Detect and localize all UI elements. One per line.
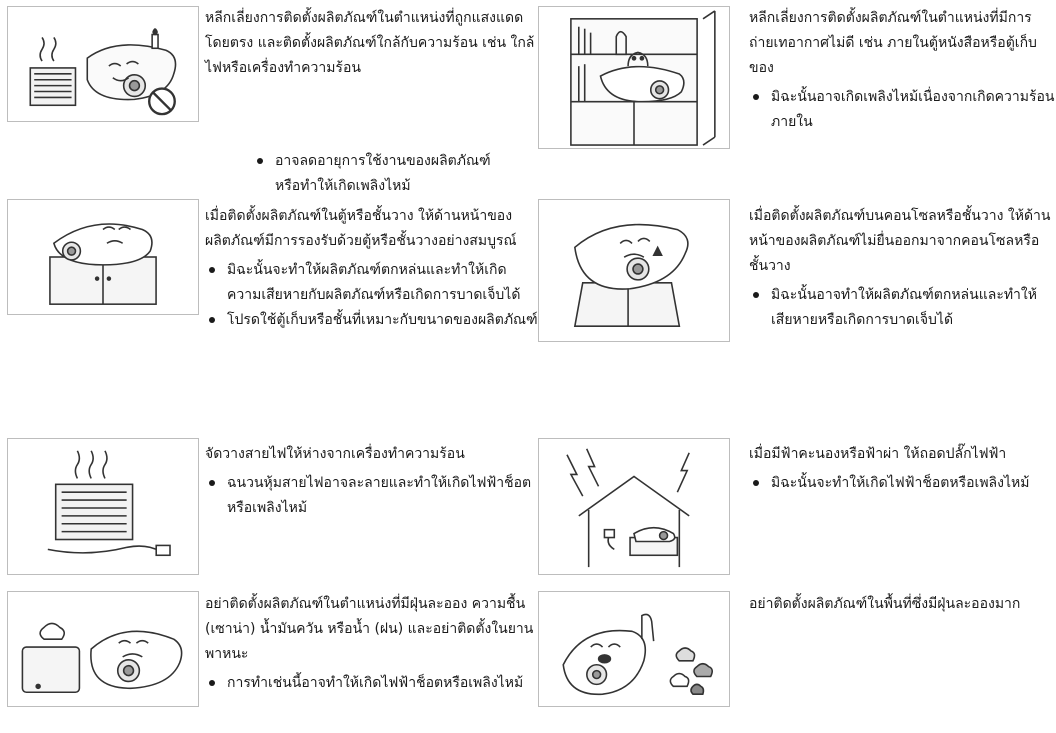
- list-item: การทำเช่นนี้อาจทำให้เกิดไฟฟ้าช็อตหรือเพลิงไหม้: [205, 671, 540, 696]
- list-item: โปรดใช้ตู้เก็บหรือชั้นที่เหมาะกับขนาดของผลิตภัณฑ์: [205, 308, 540, 333]
- cord-near-heater-icon: [7, 438, 199, 575]
- bullet-list: [205, 471, 540, 521]
- list-item: มิฉะนั้นอาจทำให้ผลิตภัณฑ์ตกหล่นและทำให้เสียหายหรือเกิดการบาดเจ็บได้: [749, 283, 1056, 333]
- instruction-text: เมื่อมีฟ้าคะนองหรือฟ้าผ่า ให้ถอดปลั๊กไฟฟ้า: [749, 446, 1007, 462]
- list-item: มิฉะนั้นจะทำให้ผลิตภัณฑ์ตกหล่นและทำให้เกิดความเสียหายกับผลิตภัณฑ์หรือเกิดการบาดเจ็บได้: [205, 258, 540, 308]
- lightning-unplug-icon: [538, 438, 730, 575]
- bullet-list: [749, 471, 1056, 496]
- instruction-text: อย่าติดตั้งผลิตภัณฑ์ในตำแหน่งที่มีฝุ่นละออง ความชื้น (เซาน่า) น้ำมันควัน หรือน้ำ (ฝน) และอย่าติดตั้งในยานพาหนะ: [205, 596, 534, 662]
- list-item: อาจลดอายุการใช้งานของผลิตภัณฑ์หรือทำให้เกิดเพลิงไหม้: [253, 149, 503, 199]
- projector-on-cabinet-icon: [7, 199, 199, 315]
- bullet-list: [205, 671, 540, 696]
- bullet-list: [749, 85, 1056, 135]
- list-item: มิฉะนั้นอาจเกิดเพลิงไหม้เนื่องจากเกิดความร้อนภายใน: [749, 85, 1056, 135]
- projector-near-heater-icon: [7, 6, 199, 122]
- projector-humidifier-icon: [7, 591, 199, 707]
- projector-overhanging-stand-icon: [538, 199, 730, 342]
- instruction-text: เมื่อติดตั้งผลิตภัณฑ์บนคอนโซลหรือชั้นวาง ให้ด้านหน้าของผลิตภัณฑ์ไม่ยื่นออกมาจากคอนโซลหรือชั้นวาง: [749, 208, 1051, 274]
- instruction-text: จัดวางสายไฟให้ห่างจากเครื่องทำความร้อน: [205, 446, 465, 462]
- instruction-text: หลีกเลี่ยงการติดตั้งผลิตภัณฑ์ในตำแหน่งที่มีการถ่ายเทอากาศไม่ดี เช่น ภายในตู้หนังสือหรือตู้เก็บของ: [749, 10, 1037, 76]
- projector-dust-icon: [538, 591, 730, 707]
- bullet-list: [205, 258, 540, 333]
- list-item: มิฉะนั้นจะทำให้เกิดไฟฟ้าช็อตหรือเพลิงไหม้: [749, 471, 1056, 496]
- instruction-text: เมื่อติดตั้งผลิตภัณฑ์ในตู้หรือชั้นวาง ให้ด้านหน้าของผลิตภัณฑ์มีการรองรับด้วยตู้หรือชั้นวางอย่างสมบูรณ์: [205, 208, 517, 249]
- bullet-list: [749, 283, 1056, 333]
- instruction-text: หลีกเลี่ยงการติดตั้งผลิตภัณฑ์ในตำแหน่งที่ถูกแสงแดดโดยตรง และติดตั้งผลิตภัณฑ์ใกล้กับความร้อน เช่น ใกล้ไฟหรือเครื่องทำความร้อน: [205, 10, 535, 76]
- list-item: ฉนวนหุ้มสายไฟอาจละลายและทำให้เกิดไฟฟ้าช็อตหรือเพลิงไหม้: [205, 471, 540, 521]
- bullet-list: [253, 149, 503, 199]
- instruction-text: อย่าติดตั้งผลิตภัณฑ์ในพื้นที่ซึ่งมีฝุ่นละอองมาก: [749, 596, 1021, 612]
- projector-in-bookshelf-icon: [538, 6, 730, 149]
